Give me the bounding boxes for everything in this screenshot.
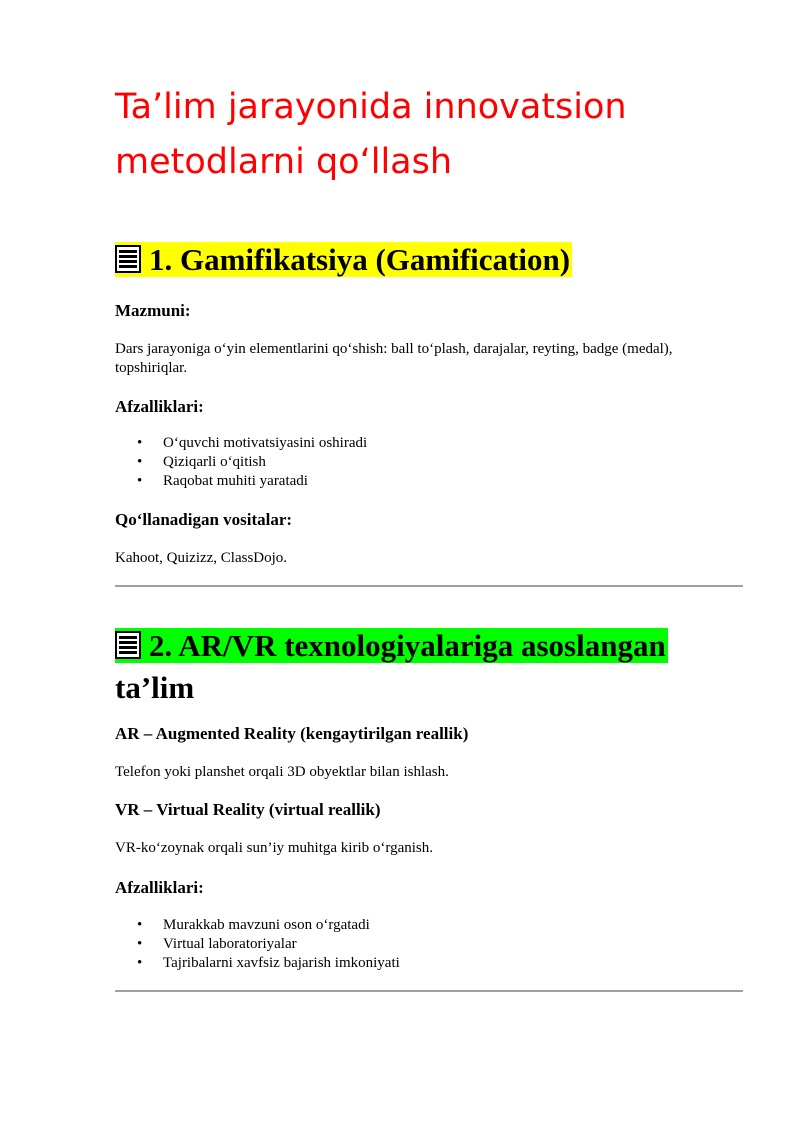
section-2-heading-text-line-1: 2. AR/VR texnologiyalariga asoslangan [149, 628, 666, 663]
section-1-content-text: Dars jarayoniga o‘yin elementlarini qo‘shish: ball to‘plash, darajalar, reyting, badge (medal), topshiriqlar. [115, 341, 673, 376]
document-title-line-2: metodlarni qo‘llash [115, 142, 453, 182]
section-1-heading-text: 1. Gamifikatsiya (Gamification) [149, 242, 571, 277]
section-2-heading [115, 625, 743, 709]
section-2-advantages-list [115, 916, 400, 973]
section-2-vr-label: VR – Virtual Reality (virtual reallik) [115, 800, 381, 819]
list-item: • Tajribalarni xavfsiz bajarish imkoniyati [137, 955, 400, 971]
section-1-tools-text: Kahoot, Quizizz, ClassDojo. [115, 550, 288, 566]
section-2-heading-text-line-2: ta’lim [115, 670, 195, 705]
bullet-icon: • [137, 955, 143, 971]
section-1-tools-label: Qo‘llanadigan vositalar: [115, 510, 293, 529]
section-1-advantages-list [115, 434, 367, 491]
section-2-ar-text: Telefon yoki planshet orqali 3D obyektlar bilan ishlash. [115, 764, 449, 780]
section-divider [115, 585, 743, 587]
bullet-icon: • [137, 917, 143, 933]
bullet-icon: • [137, 454, 143, 470]
section-2-heading-highlight [115, 628, 668, 663]
document-lines-icon [115, 245, 141, 273]
section-2-ar-label: AR – Augmented Reality (kengaytirilgan reallik) [115, 724, 469, 743]
section-1-heading [115, 239, 572, 281]
bullet-icon: • [137, 473, 143, 489]
section-2-vr-text: VR-ko‘zoynak orqali sun’iy muhitga kirib o‘rganish. [115, 840, 434, 856]
bullet-icon: • [137, 936, 143, 952]
list-item: • Virtual laboratoriyalar [137, 936, 297, 952]
section-divider [115, 990, 743, 992]
section-1-heading-highlight [115, 242, 572, 277]
document-title-line-1: Ta’lim jarayonida innovatsion [115, 87, 627, 127]
section-1-content-label: Mazmuni: [115, 301, 191, 320]
document-lines-icon [115, 631, 141, 659]
list-item: • Raqobat muhiti yaratadi [137, 473, 308, 489]
list-item: • Qiziqarli o‘qitish [137, 454, 266, 470]
bullet-icon: • [137, 435, 143, 451]
section-1-advantages-label: Afzalliklari: [115, 397, 204, 416]
list-item: • Murakkab mavzuni oson o‘rgatadi [137, 917, 370, 933]
list-item: • O‘quvchi motivatsiyasini oshiradi [137, 435, 368, 451]
section-2-advantages-label: Afzalliklari: [115, 878, 204, 897]
document-title [115, 80, 743, 190]
